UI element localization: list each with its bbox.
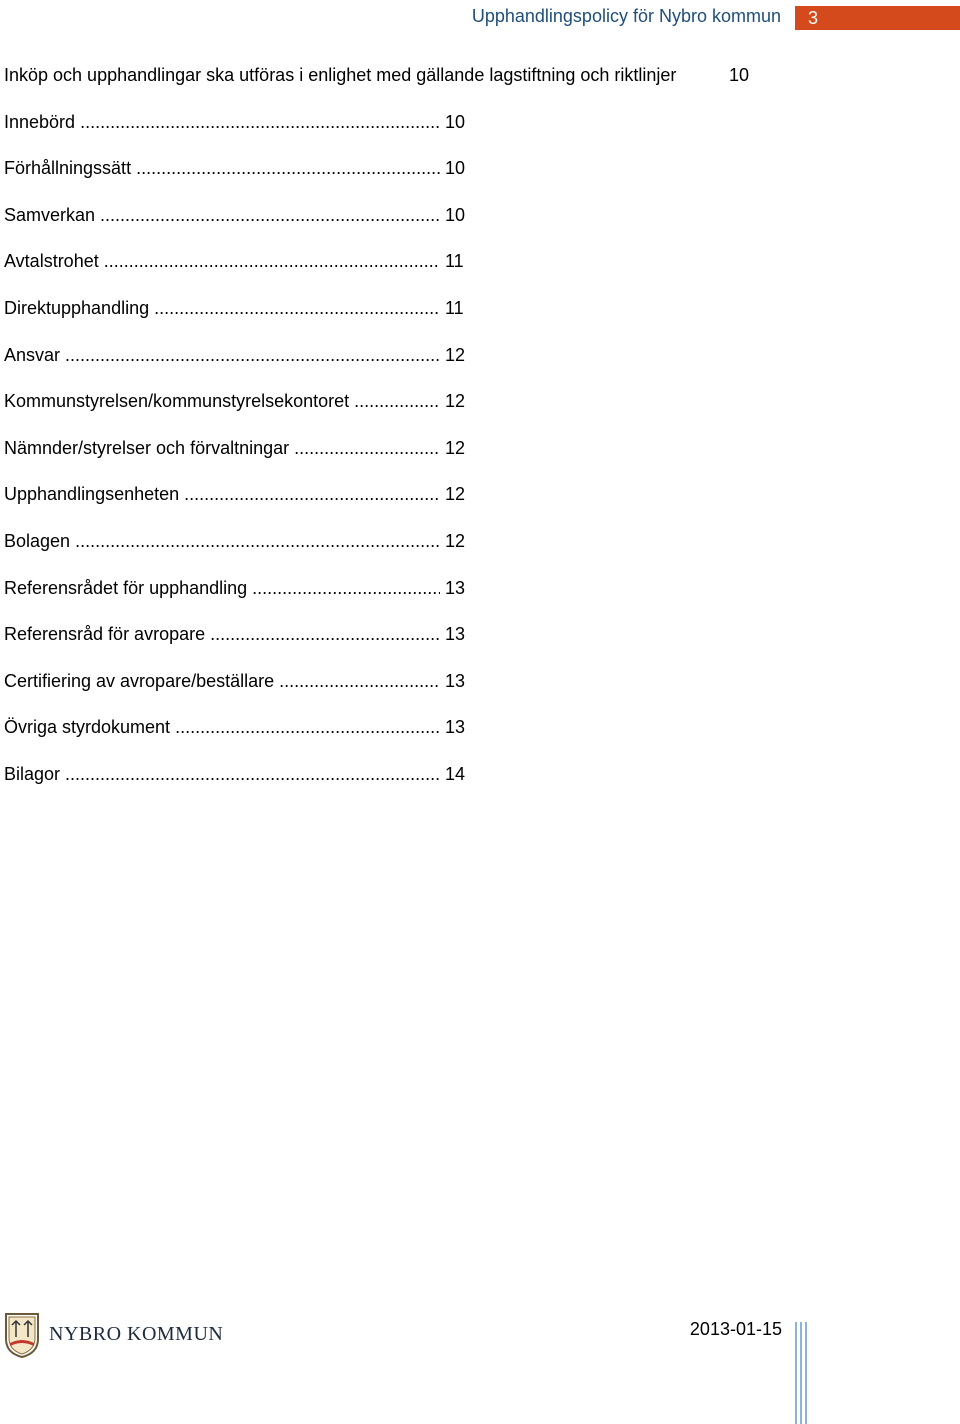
toc-entry-label: Kommunstyrelsen/kommunstyrelsekontoret ..... xyxy=(4,388,440,415)
document-date: 2013-01-15 xyxy=(689,1319,782,1339)
toc-entry[interactable] xyxy=(4,155,676,182)
coat-of-arms-icon xyxy=(5,1313,237,1359)
toc-entry-page: 14 xyxy=(445,763,466,784)
decorative-lines xyxy=(794,1322,808,1424)
nybro-kommun-logo xyxy=(5,1313,237,1364)
toc-entry[interactable] xyxy=(4,62,750,89)
toc-entry-page: 13 xyxy=(445,577,466,598)
toc-entry-label: Samverkan ..... xyxy=(4,202,440,229)
toc-entry[interactable] xyxy=(4,668,676,695)
toc-entry-label: Inköp och upphandlingar ska utföras i enlighet med gällande lagstiftning och riktlinjer xyxy=(4,65,677,85)
toc-entry[interactable] xyxy=(4,761,676,788)
toc-entry-label: Avtalstrohet ..... xyxy=(4,248,440,275)
toc-entry-page: 10 xyxy=(445,111,466,132)
toc-entry[interactable] xyxy=(4,248,676,275)
toc-entry[interactable] xyxy=(4,388,676,415)
toc-entry-label: Ansvar ..... xyxy=(4,342,440,369)
toc-entry-label: Bolagen ..... xyxy=(4,528,440,555)
toc-entry-page: 10 xyxy=(445,158,466,179)
toc-entry-page: 12 xyxy=(445,484,466,505)
toc-entry-label: Certifiering av avropare/beställare ..... xyxy=(4,668,440,695)
header-title: Upphandlingspolicy för Nybro kommun xyxy=(471,6,781,26)
toc-entry[interactable] xyxy=(4,621,676,648)
toc-entry-page: 10 xyxy=(729,65,750,85)
table-of-contents xyxy=(4,62,750,808)
toc-entry-label: Upphandlingsenheten ..... xyxy=(4,481,440,508)
toc-entry-label: Övriga styrdokument ..... xyxy=(4,714,440,741)
toc-entry-label: Referensrådet för upphandling ..... xyxy=(4,575,440,602)
toc-entry[interactable] xyxy=(4,295,676,322)
toc-entry[interactable] xyxy=(4,714,676,741)
toc-entry-page: 13 xyxy=(445,624,466,645)
toc-entry-page: 13 xyxy=(445,670,466,691)
toc-entry-page: 11 xyxy=(445,251,464,272)
toc-entry-label: Bilagor ..... xyxy=(4,761,440,788)
toc-entry[interactable] xyxy=(4,575,676,602)
toc-entry-page: 13 xyxy=(445,717,466,738)
toc-entry-label: Direktupphandling ..... xyxy=(4,295,440,322)
toc-entry[interactable] xyxy=(4,481,676,508)
toc-entry-label: Innebörd ..... xyxy=(4,109,440,136)
logo-text: NYBRO KOMMUN xyxy=(49,1323,224,1345)
toc-entry-label: Nämnder/styrelser och förvaltningar ..... xyxy=(4,435,440,462)
toc-entry-page: 12 xyxy=(445,391,466,412)
toc-entry[interactable] xyxy=(4,528,676,555)
page-number-badge: 3 xyxy=(795,6,960,30)
toc-entry-page: 12 xyxy=(445,530,466,551)
toc-entry[interactable] xyxy=(4,435,676,462)
toc-entry[interactable] xyxy=(4,202,676,229)
toc-entry-page: 10 xyxy=(445,204,466,225)
toc-entry[interactable] xyxy=(4,109,676,136)
toc-entry-page: 12 xyxy=(445,437,466,458)
toc-entry-label: Referensråd för avropare ..... xyxy=(4,621,440,648)
toc-entry-page: 11 xyxy=(445,297,464,318)
toc-entry-page: 12 xyxy=(445,344,466,365)
toc-entry-label: Förhållningssätt ..... xyxy=(4,155,440,182)
toc-entry[interactable] xyxy=(4,342,676,369)
